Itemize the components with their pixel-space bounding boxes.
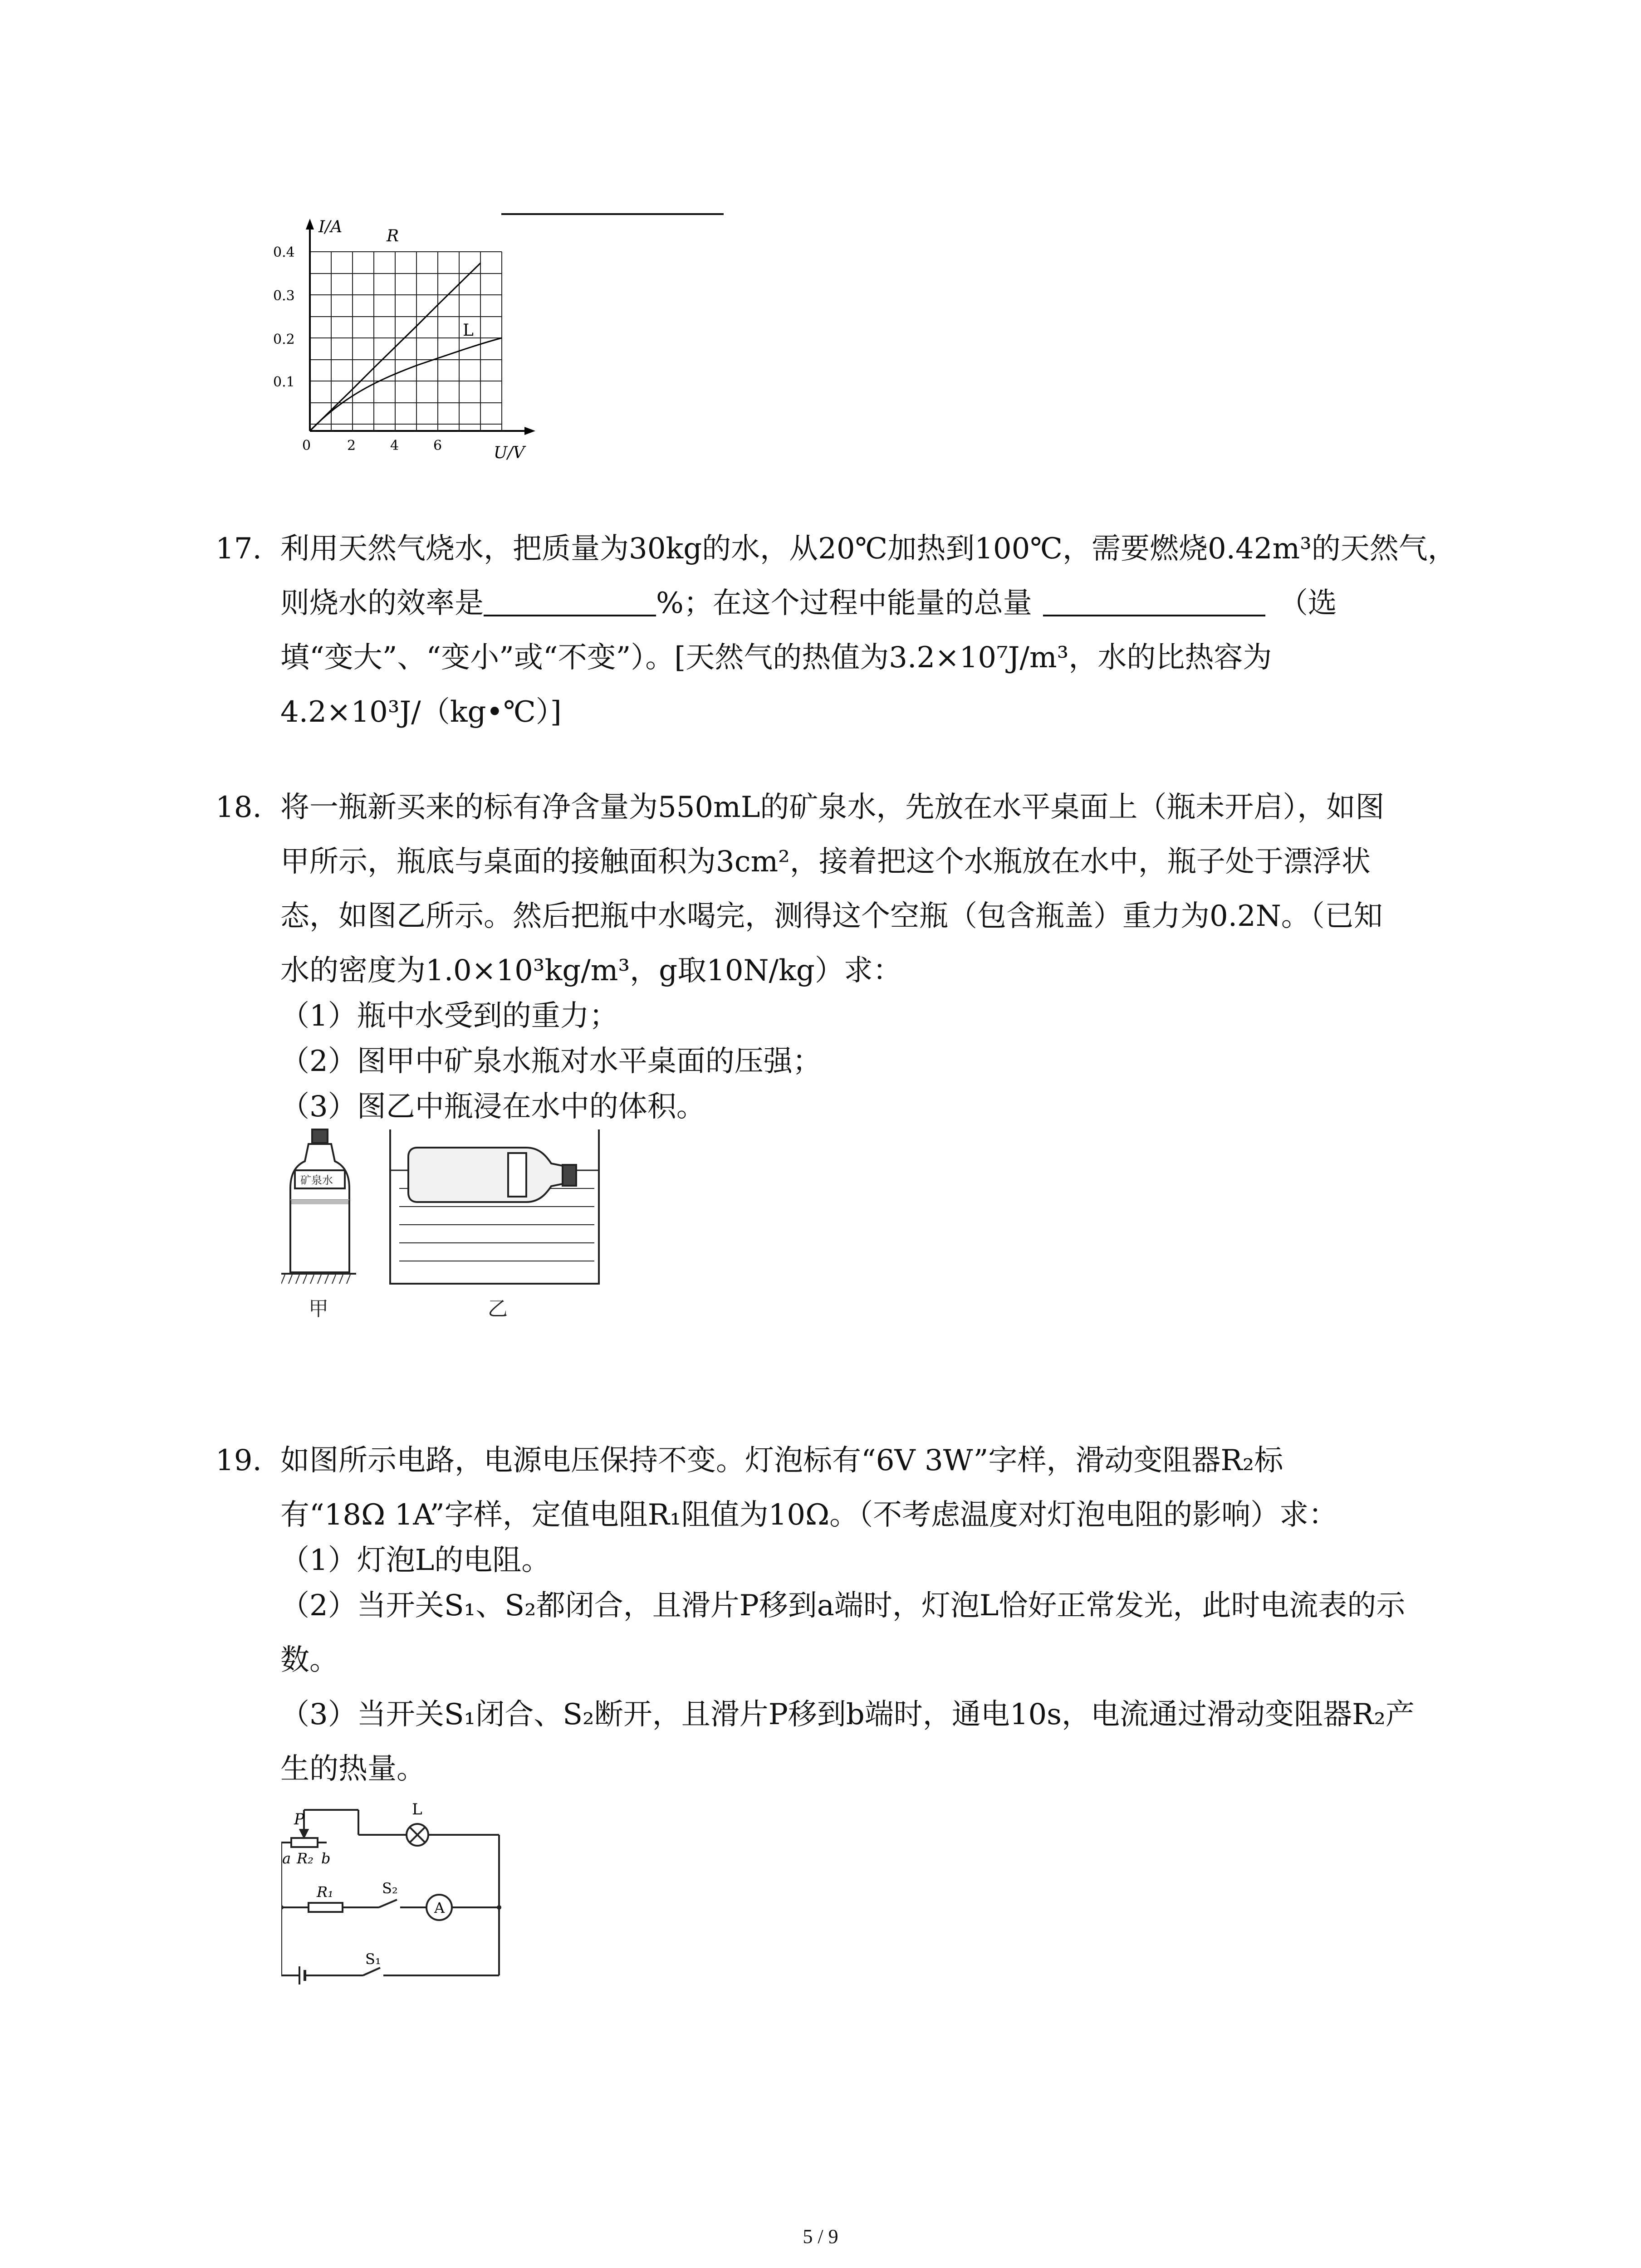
q19-sub-3a: （3）当开关S₁闭合、S₂断开，且滑片P移到b端时，通电10s，电流通过滑动变阻器R₂产 <box>280 1698 1415 1731</box>
curve-l <box>310 338 502 431</box>
circuit-label-s1: S₁ <box>365 1950 381 1968</box>
q19-sub-2b: 数。 <box>280 1643 338 1677</box>
q17-line-2 <box>280 576 1337 631</box>
q17-line-2-b: %；在这个过程中能量的总量 <box>656 587 1032 620</box>
x-tick: 0 <box>302 438 311 454</box>
curve-r-label: R <box>387 227 399 245</box>
y-tick: 0.3 <box>273 288 295 304</box>
x-tick: 6 <box>433 438 442 454</box>
q17-line-2-c: （选 <box>1279 587 1337 620</box>
q18-line-1: 将一瓶新买来的标有净含量为550mL的矿泉水，先放在水平桌面上（瓶未开启），如图 <box>280 791 1385 824</box>
y-axis-label: I/A <box>318 218 343 236</box>
q19-sub-2a: （2）当开关S₁、S₂都闭合，且滑片P移到a端时，灯泡L恰好正常发光，此时电流表的示 <box>280 1589 1406 1623</box>
q18-line-2: 甲所示，瓶底与桌面的接触面积为3cm²，接着把这个水瓶放在水中，瓶子处于漂浮状 <box>280 845 1371 879</box>
y-tick: 0.2 <box>273 332 295 347</box>
circuit-label-p: P <box>294 1810 304 1828</box>
fig-a-caption: 甲 <box>309 1297 328 1320</box>
question-number: 17. <box>216 532 262 566</box>
page-number: 5 / 9 <box>803 2225 838 2248</box>
circuit-diagram <box>281 1796 517 1987</box>
q18-sub-3: （3）图乙中瓶浸在水中的体积。 <box>280 1090 705 1124</box>
x-tick: 4 <box>390 438 399 454</box>
energy-answer-blank[interactable] <box>1043 582 1265 616</box>
q17-line-3: 填“变大”、“变小”或“不变”）。[天然气的热值为3.2×10⁷J/m³，水的比热容为 <box>280 641 1272 675</box>
iu-graph <box>263 209 554 463</box>
bottle-figures <box>281 1120 608 1325</box>
circuit-label-r1: R₁ <box>317 1883 333 1901</box>
q18-line-3: 态，如图乙所示。然后把瓶中水喝完，测得这个空瓶（包含瓶盖）重力为0.2N。（已知 <box>280 899 1383 933</box>
question-number: 18. <box>216 791 262 824</box>
q18-line-4: 水的密度为1.0×10³kg/m³，g取10N/kg）求： <box>280 954 902 987</box>
question-number: 19. <box>216 1444 262 1477</box>
bottle-label: 矿泉水 <box>300 1174 333 1187</box>
curve-l-label: L <box>463 321 474 340</box>
circuit-label-r2: R₂ <box>297 1850 314 1867</box>
circuit-label-a: a <box>282 1850 291 1867</box>
efficiency-answer-blank[interactable] <box>484 582 656 616</box>
q17-line-4: 4.2×10³J/（kg•℃）] <box>280 695 562 729</box>
x-tick: 2 <box>347 438 356 454</box>
circuit-label-s2: S₂ <box>382 1880 398 1897</box>
q19-line-2: 有“18Ω 1A”字样，定值电阻R₁阻值为10Ω。（不考虑温度对灯泡电阻的影响）求： <box>280 1498 1338 1532</box>
q17-line-2-a: 则烧水的效率是 <box>280 587 484 620</box>
q19-sub-1: （1）灯泡L的电阻。 <box>280 1544 551 1577</box>
y-tick: 0.4 <box>273 244 295 260</box>
q19-line-1: 如图所示电路，电源电压保持不变。灯泡标有“6V 3W”字样，滑动变阻器R₂标 <box>280 1444 1283 1477</box>
q18-sub-1: （1）瓶中水受到的重力； <box>280 999 618 1033</box>
y-tick: 0.1 <box>273 374 295 390</box>
circuit-label-l: L <box>412 1800 422 1818</box>
circuit-label-b: b <box>321 1850 331 1867</box>
q18-sub-2: （2）图甲中矿泉水瓶对水平桌面的压强； <box>280 1045 822 1078</box>
q19-sub-3b: 生的热量。 <box>280 1752 426 1786</box>
standing-bottle <box>281 1129 356 1284</box>
floating-bottle <box>408 1148 576 1202</box>
x-axis-label: U/V <box>494 444 525 462</box>
q17-line-1: 利用天然气烧水，把质量为30kg的水，从20℃加热到100℃，需要燃烧0.42m³的天然气， <box>280 532 1457 566</box>
fig-b-caption: 乙 <box>488 1297 508 1320</box>
ammeter-label: A <box>434 1899 445 1916</box>
